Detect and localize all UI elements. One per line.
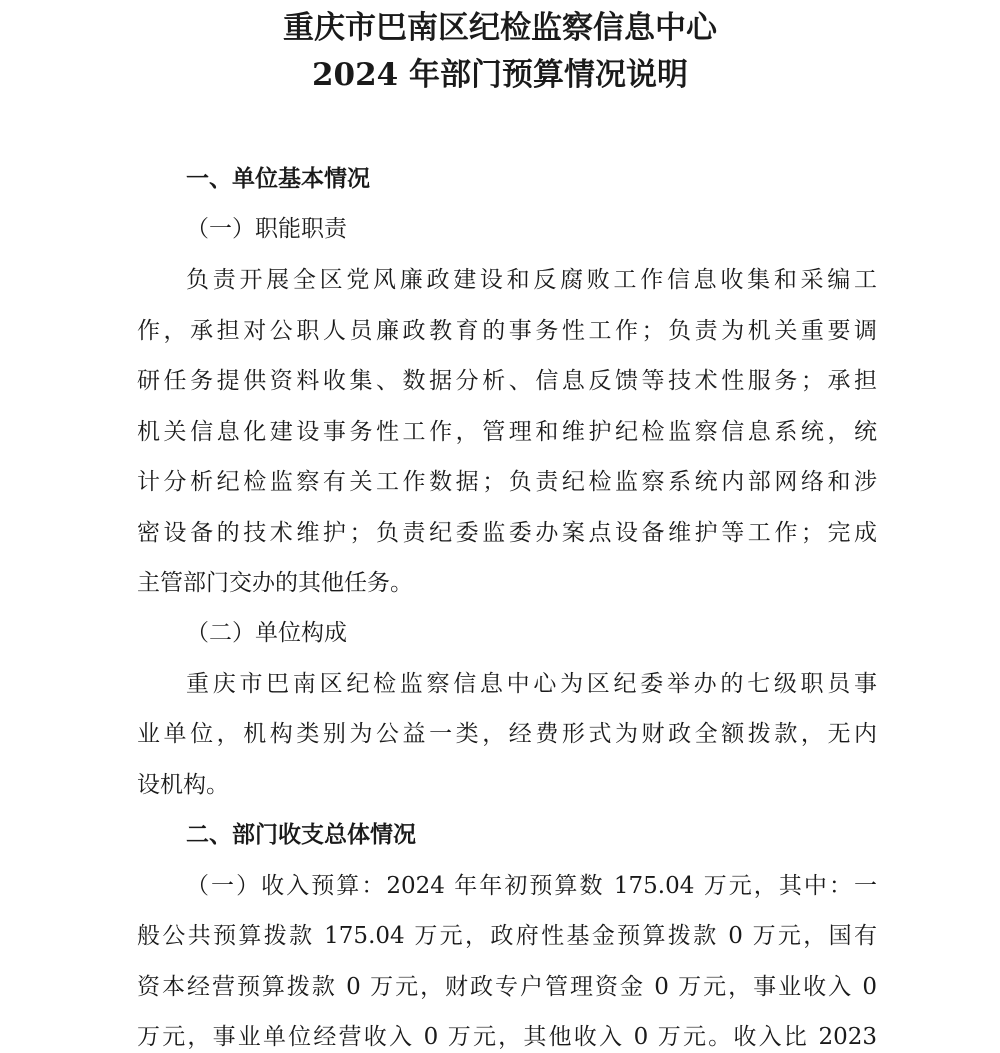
paragraph-line: 万元，事业单位经营收入 0 万元，其他收入 0 万元。收入比 2023 [137,1024,877,1050]
paragraph-line: 研任务提供资料收集、数据分析、信息反馈等技术性服务；承担 [137,368,877,394]
document-title-line-1: 重庆市巴南区纪检监察信息中心 [283,10,717,46]
paragraph-line: （一）收入预算：2024 年年初预算数 175.04 万元，其中：一 [186,873,877,899]
document-title-line-2: 2024 年部门预算情况说明 [311,57,689,93]
paragraph-line: 重庆市巴南区纪检监察信息中心为区纪委举办的七级职员事 [186,671,877,697]
paragraph-line: 作，承担对公职人员廉政教育的事务性工作；负责为机关重要调 [137,318,877,344]
paragraph-line: 主管部门交办的其他任务。 [137,570,413,596]
paragraph-line: 设机构。 [137,772,229,798]
section-1-sub-1-heading: （一）职能职责 [186,216,347,242]
section-1-heading: 一、单位基本情况 [186,166,370,192]
paragraph-line: 业单位，机构类别为公益一类，经费形式为财政全额拨款，无内 [137,721,877,747]
section-2-heading: 二、部门收支总体情况 [186,822,416,848]
paragraph-line: 计分析纪检监察有关工作数据；负责纪检监察系统内部网络和涉 [137,469,877,495]
paragraph-line: 般公共预算拨款 175.04 万元，政府性基金预算拨款 0 万元，国有 [137,923,877,949]
paragraph-line: 密设备的技术维护；负责纪委监委办案点设备维护等工作；完成 [137,520,877,546]
paragraph-line: 负责开展全区党风廉政建设和反腐败工作信息收集和采编工 [186,267,877,293]
paragraph-line: 机关信息化建设事务性工作，管理和维护纪检监察信息系统，统 [137,419,877,445]
paragraph-line: 资本经营预算拨款 0 万元，财政专户管理资金 0 万元，事业收入 0 [137,974,877,1000]
section-1-sub-2-heading: （二）单位构成 [186,620,347,646]
